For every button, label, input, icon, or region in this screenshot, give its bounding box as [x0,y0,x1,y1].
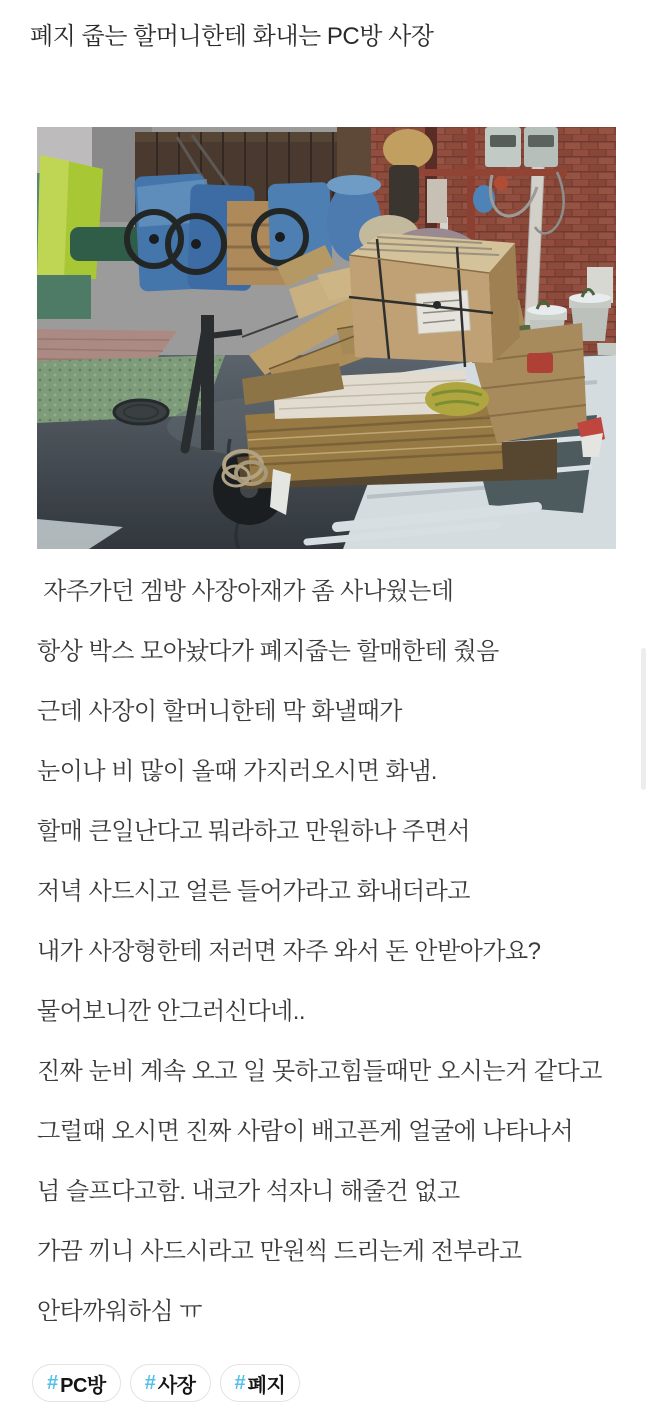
body-line: 물어보니깐 안그러신다네.. [37,997,306,1025]
hashtag-row [32,1364,300,1402]
post-photo[interactable] [37,127,616,549]
body-line: 진짜 눈비 계속 오고 일 못하고힘들때만 오시는거 같다고 [37,1057,602,1085]
body-line: 넘 슬프다고함. 내코가 석자니 해줄건 없고 [37,1177,460,1205]
body-line: 가끔 끼니 사드시라고 만원씩 드리는게 전부라고 [37,1237,522,1265]
hashtag-label: PC방 [60,1374,106,1397]
scrollbar-thumb[interactable] [641,648,646,790]
hashtag-label: 사장 [157,1374,196,1397]
post-body [37,558,637,1338]
post-title: 폐지 줍는 할머니한테 화내는 PC방 사장 [30,23,434,50]
body-line: 그럴때 오시면 진짜 사람이 배고픈게 얼굴에 나타나서 [37,1117,574,1145]
body-line: 할매 큰일난다고 뭐라하고 만원하나 주면서 [37,817,470,845]
photo-illustration [37,127,616,549]
hash-icon: # [234,1371,246,1394]
body-line: 자주가던 겜방 사장아재가 좀 사나웠는데 [37,577,454,605]
body-line: 눈이나 비 많이 올때 가지러오시면 화냄. [37,757,437,785]
body-line: 항상 박스 모아놨다가 폐지줍는 할매한테 줬음 [37,637,499,665]
body-line: 내가 사장형한테 저러면 자주 와서 돈 안받아가요? [37,937,541,965]
photo-tone-overlay [37,127,616,549]
hashtag-pill-sajang[interactable] [130,1364,211,1402]
hashtag-label: 폐지 [247,1374,286,1397]
body-line: 안타까워하심 ㅠ [37,1297,202,1325]
hash-icon: # [47,1371,59,1394]
hash-icon: # [144,1371,156,1394]
body-line: 근데 사장이 할머니한테 막 화낼때가 [37,697,402,725]
hashtag-pill-pcbang[interactable] [32,1364,121,1402]
hashtag-pill-pyeji[interactable] [220,1364,301,1402]
body-line: 저녁 사드시고 얼른 들어가라고 화내더라고 [37,877,470,905]
